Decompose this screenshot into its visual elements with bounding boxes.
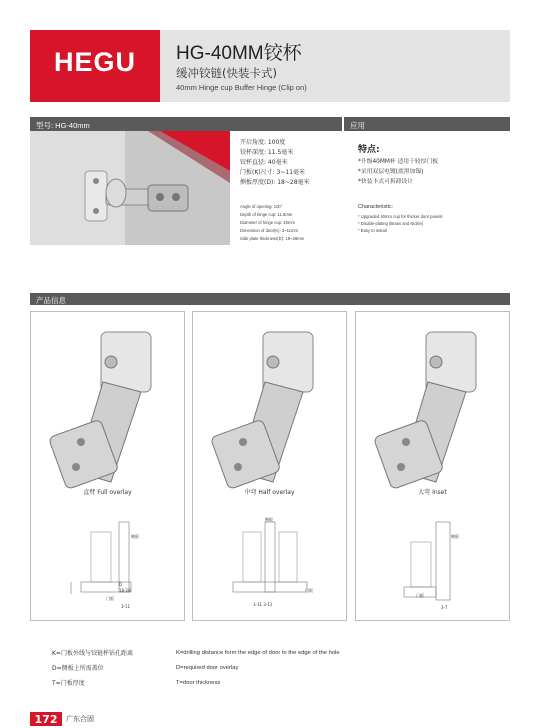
spec-cn-item: 铰杯深度: 11.5毫米 <box>240 149 294 156</box>
diagram-side-label: 侧板 <box>451 534 459 539</box>
features-en <box>358 213 443 234</box>
brand-logo: HEGU <box>53 47 136 77</box>
diagram-k-label: 3-11 3-11 <box>253 602 273 607</box>
product-card <box>355 311 510 621</box>
legend-en-item: T=door thickness <box>176 680 221 686</box>
feature-en-item: * Upgraded 40mm cup for thicker door panels <box>358 214 443 219</box>
diagram-side-label: 侧板 <box>265 517 273 522</box>
legend-en <box>176 646 340 691</box>
spec-en-item: Diameter of hinge cup: 40mm <box>240 220 295 225</box>
product-caption: 中弯 Half overlay <box>244 489 295 496</box>
diagram-k-label: 3-11 <box>121 604 131 609</box>
features-title: 特点: <box>358 145 380 155</box>
feature-en-item: * Double-plating (Brass and Nickle) <box>358 221 424 226</box>
hinge-inset-image <box>356 322 509 492</box>
hinge-full-overlay-image <box>31 322 184 492</box>
legend-en-item: K=drilling distance form the edge of door to the edge of the hole <box>176 650 340 656</box>
feature-en-item: * Easy to install <box>358 228 387 233</box>
legend-cn-item: D=侧板上所需盖位 <box>52 665 104 672</box>
spec-cn-item: 铰杯直径: 40毫米 <box>240 159 288 166</box>
legend-en-item: D=required door overlay <box>176 665 239 671</box>
spec-cn-item: 门板(K)尺寸: 3~11毫米 <box>240 169 306 176</box>
spec-en-item: Side plate thickness(D): 18~28mm <box>240 236 305 241</box>
specs-cn <box>240 138 310 188</box>
diagram-d-range-label: 18-28 <box>119 588 131 593</box>
feature-cn-item: *采用双层电镀(底黑加镍) <box>358 169 424 175</box>
product-info-label: 产品信息 <box>36 296 66 305</box>
diagram-door-label: 门板 <box>106 596 114 601</box>
legend-cn-item: T=门板厚度 <box>52 680 85 687</box>
product-caption: 直臂 Full overlay <box>83 489 132 496</box>
legend-cn-item: K=门板外线与铰链杯钻孔距离 <box>52 650 133 657</box>
footer-text: 广东合固 <box>66 715 94 723</box>
product-subtitle-en: 40mm Hinge cup Buffer Hinge (Clip on) <box>176 83 307 92</box>
hinge-hero-image <box>30 131 230 245</box>
product-info-bar <box>30 293 510 305</box>
specs-en <box>240 203 304 243</box>
product-subtitle-cn: 缓冲铰链(快装卡式) <box>176 66 277 80</box>
diagram-d-label: D <box>119 582 123 587</box>
diagram-door-label: 门板 <box>416 593 424 598</box>
diagram-door-label: 门板 <box>305 588 313 593</box>
hinge-half-overlay-image <box>193 322 346 492</box>
feature-cn-item: *升级40MM杯 适用于较厚门板 <box>358 159 439 165</box>
product-card <box>192 311 347 621</box>
spec-en-item: Dimension of door(K): 3~11mm <box>240 228 298 233</box>
diagram-side-label: 侧板 <box>131 534 139 539</box>
model-label: 型号: HG-40mm <box>36 121 90 130</box>
model-bar <box>30 117 342 131</box>
product-card <box>30 311 185 621</box>
legend-cn <box>52 646 133 691</box>
page-number: 172 <box>30 712 62 726</box>
application-bar <box>344 117 510 131</box>
features-en-title: Characteristic: <box>358 204 394 210</box>
features-cn <box>358 157 438 187</box>
inset-diagram <box>356 512 509 612</box>
spec-cn-item: 侧板厚度(D): 18~28毫米 <box>240 179 310 186</box>
spec-cn-item: 开启角度: 100度 <box>240 139 286 146</box>
half-overlay-diagram <box>193 512 346 612</box>
application-label: 应用 <box>350 121 365 130</box>
spec-en-item: Depth of hinge cup: 11.5mm <box>240 212 293 217</box>
product-title: HG-40MM铰杯 <box>176 43 302 64</box>
spec-en-item: Angle of opening: 100° <box>240 204 283 209</box>
diagram-k-label: 3-7 <box>441 605 448 610</box>
product-caption: 大弯 Inset <box>418 489 447 496</box>
feature-cn-item: *快装卡式可拆卸设计 <box>358 179 414 185</box>
